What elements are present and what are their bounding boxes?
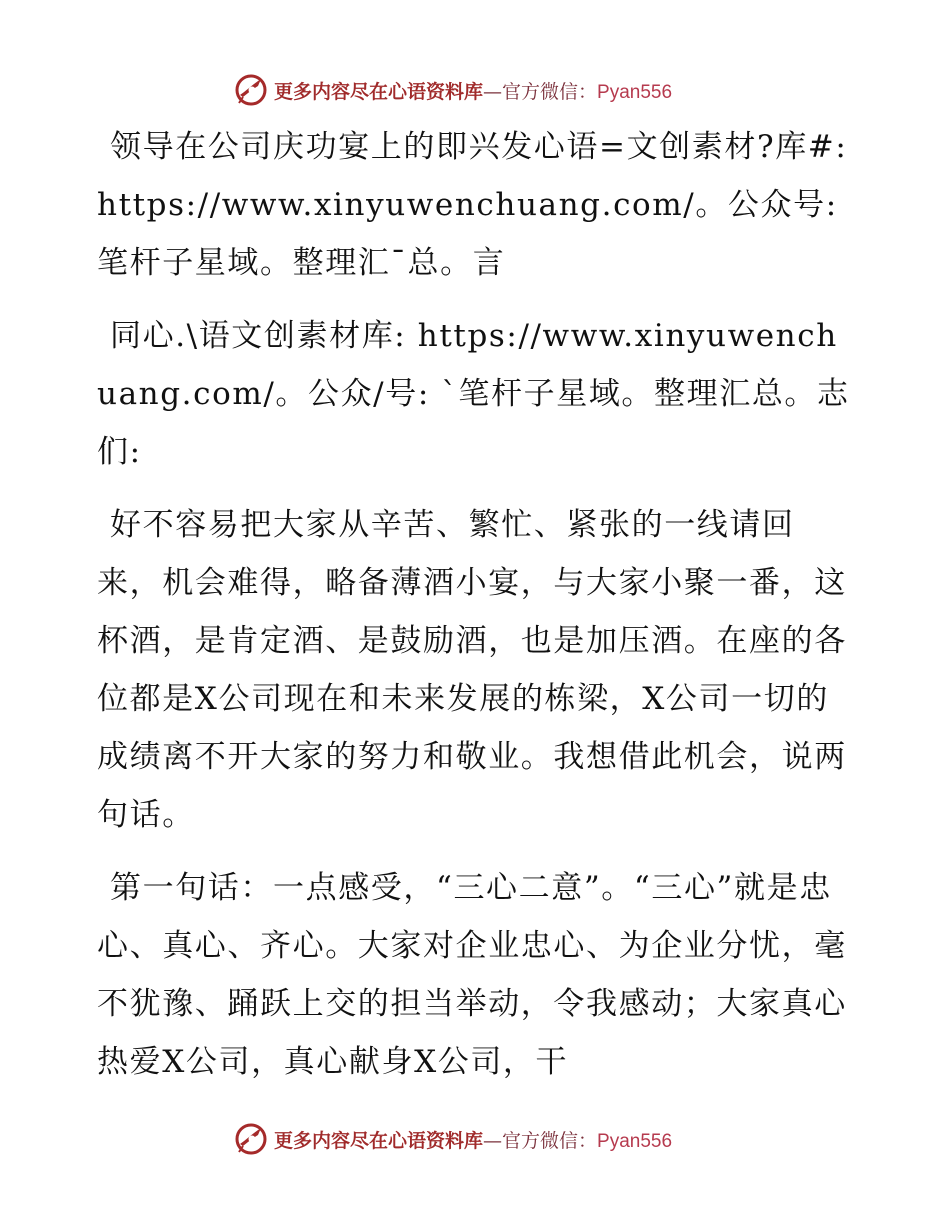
watermark-brand: 更多内容尽在心语资料库 bbox=[274, 1129, 484, 1152]
paragraph-opening: 好不容易把大家从辛苦、繁忙、紧张的一线请回来，机会难得，略备薄酒小宴，与大家小聚一番，这杯酒，是肯定酒、是鼓励酒，也是加压酒。在座的各位都是X公司现在和未来发展的栋梁，X公司一切的成绩离不开大家的努力和敬业。我想借此机会，说两句话。 bbox=[97, 507, 847, 833]
watermark-wechat-id: Pyan556 bbox=[597, 1130, 673, 1152]
document-body bbox=[97, 118, 857, 1106]
paragraph-salutation: 同心.\语文创素材库: https://www.xinyuwenchuang.com/。公众/号: `笔杆子星域。整理汇总。志们: bbox=[97, 318, 850, 470]
quill-logo-icon bbox=[234, 73, 268, 107]
paragraph-title: 领导在公司庆功宴上的即兴发心语=文创素材?库#: https://www.xinyuwenchuang.com/。公众号:笔杆子星域。整理汇¯总。言 bbox=[97, 129, 848, 281]
watermark-official: 官方微信： bbox=[502, 80, 598, 103]
watermark-separator: — bbox=[483, 80, 503, 103]
header-watermark bbox=[234, 72, 672, 108]
watermark-separator: — bbox=[483, 1129, 503, 1152]
watermark-wechat-id: Pyan556 bbox=[597, 81, 673, 103]
paragraph-first-point: 第一句话：一点感受，“三心二意”。“三心”就是忠心、真心、齐心。大家对企业忠心、为企业分忧，毫不犹豫、踊跃上交的担当举动，令我感动；大家真心热爱X公司，真心献身X公司，干 bbox=[97, 870, 847, 1080]
watermark-official: 官方微信： bbox=[502, 1129, 598, 1152]
quill-logo-icon bbox=[234, 1122, 268, 1156]
watermark-brand: 更多内容尽在心语资料库 bbox=[274, 80, 484, 103]
footer-watermark bbox=[234, 1121, 672, 1157]
